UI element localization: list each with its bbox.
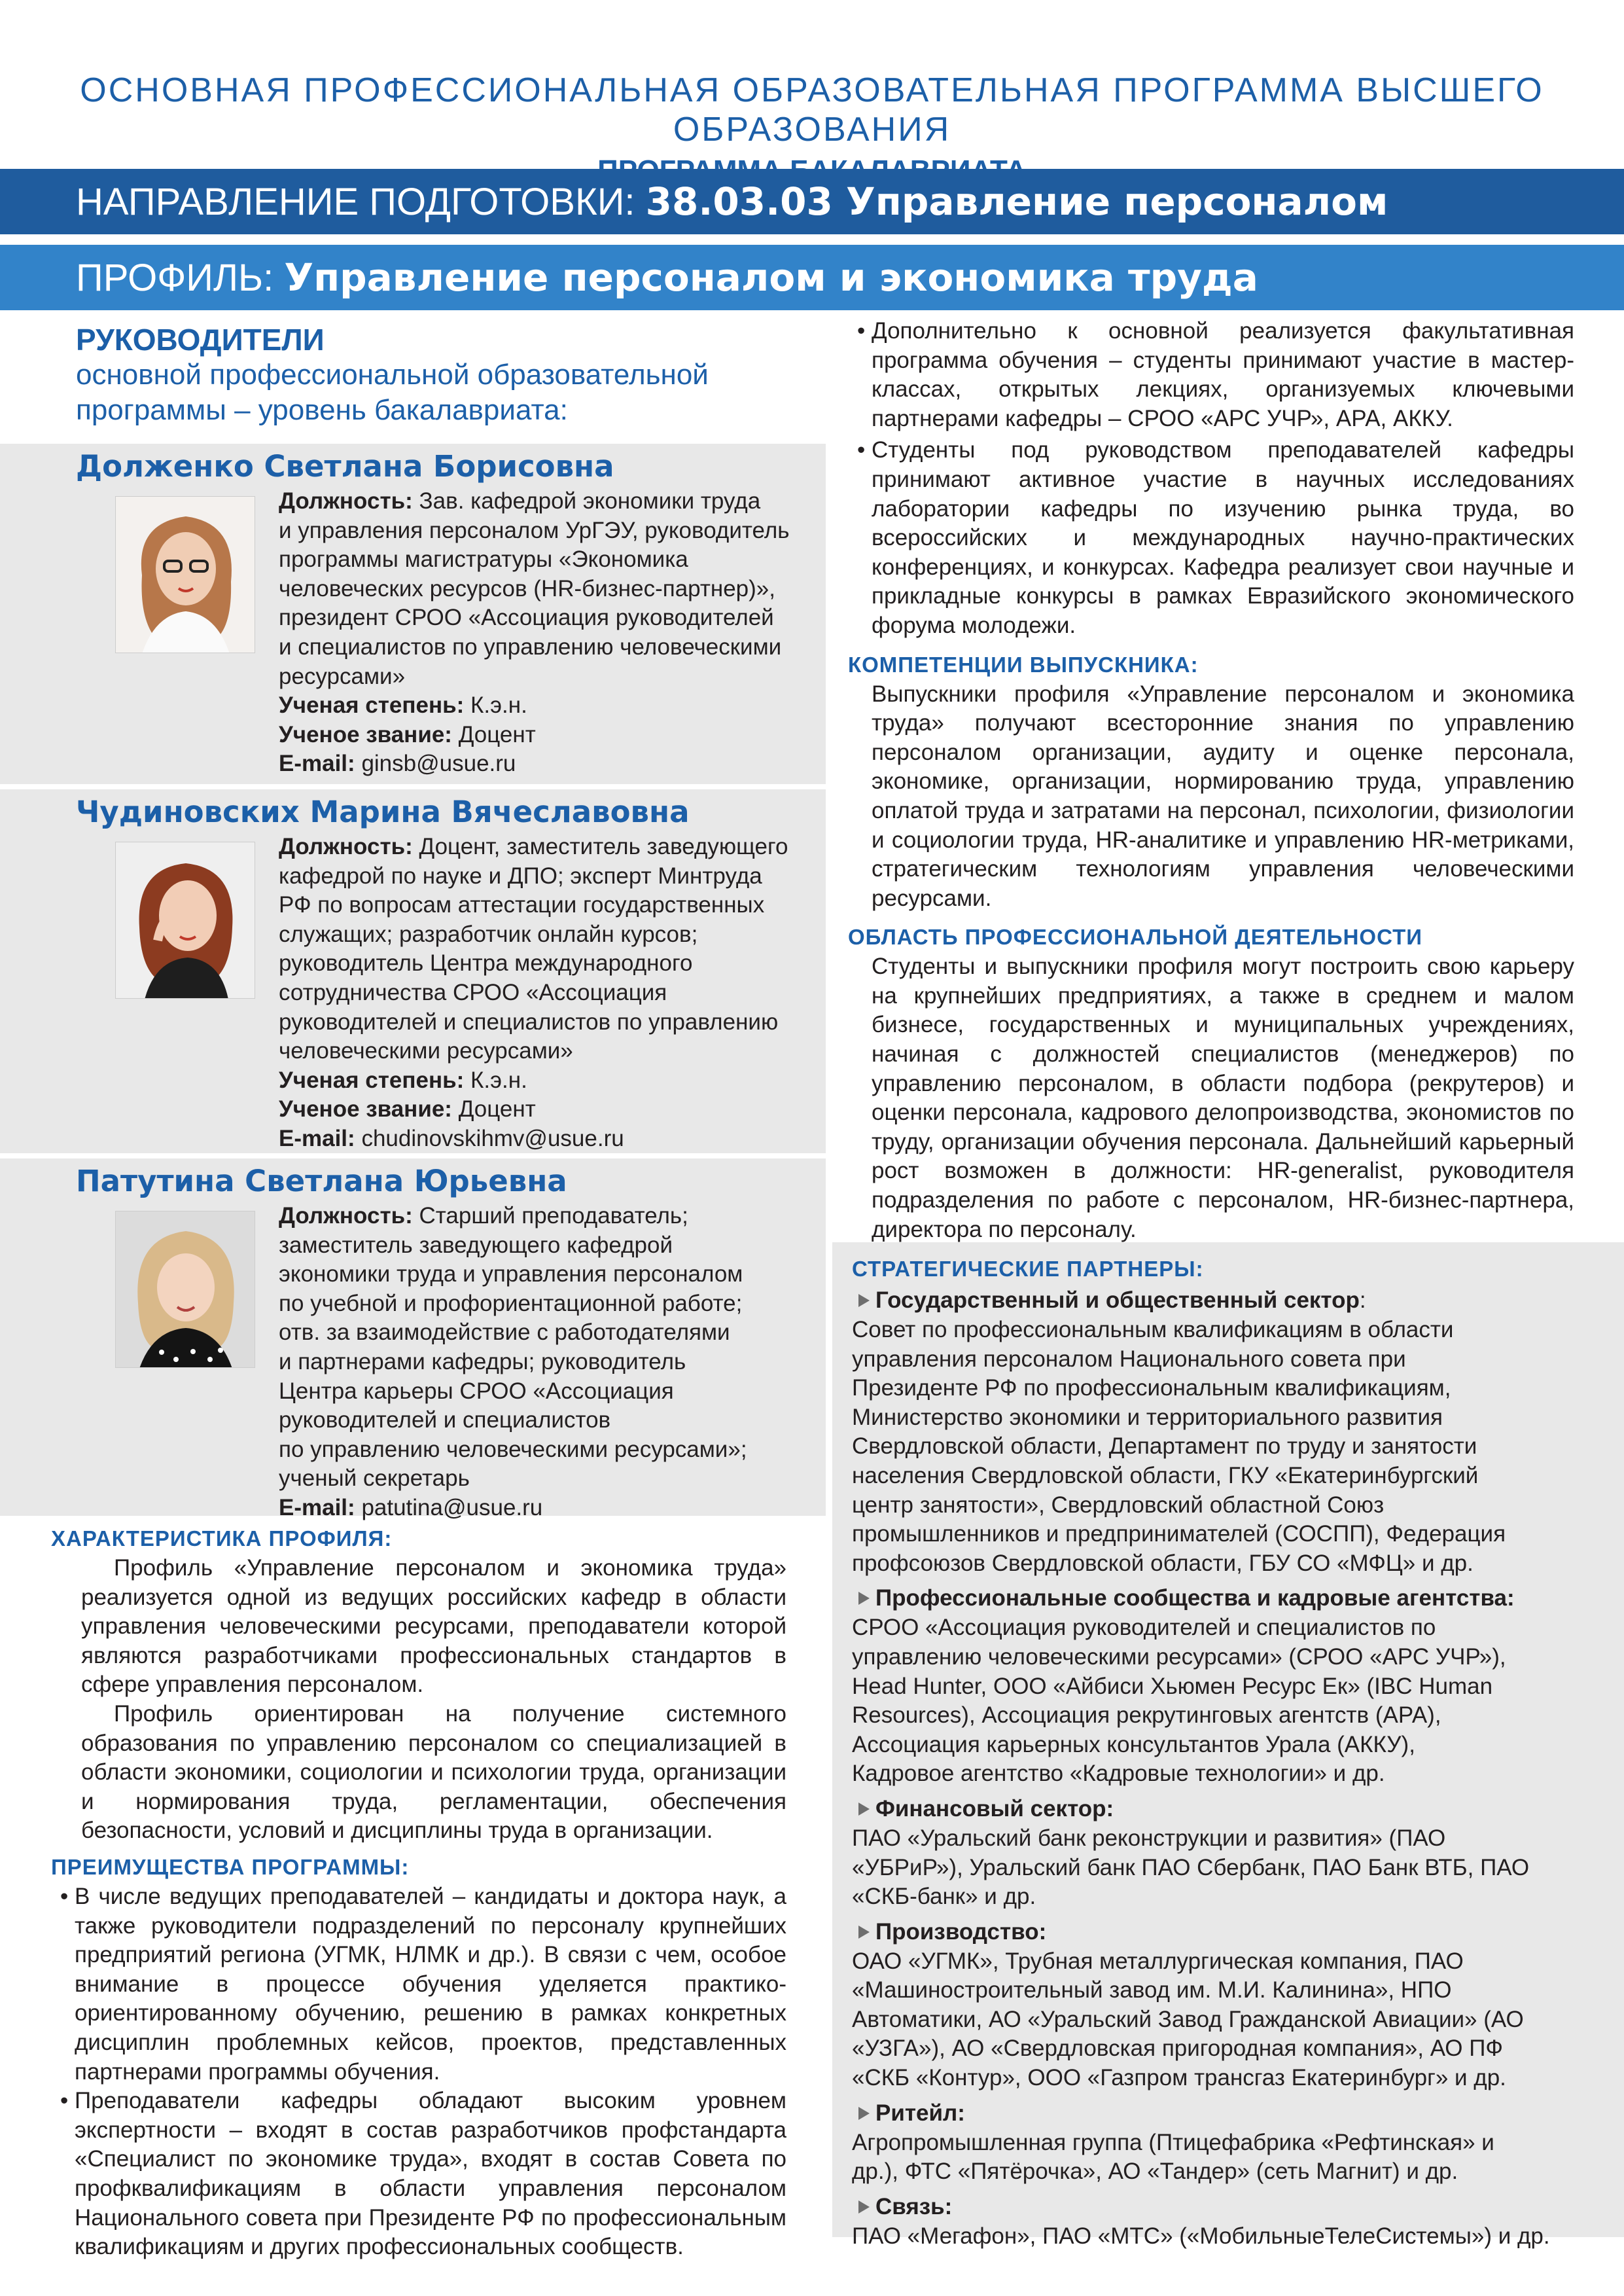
sector-name: Профессиональные сообщества и кадровые агентства: [875,1585,1515,1611]
profile-value: Управление персоналом и экономика труда [284,255,1258,300]
paragraph: Профиль ориентирован на получение системного образования по управлению персоналом со специализацией в области экономики, социологии и психологии труда, организации и нормирования труда, регламентации, обеспечения безопасности, условий и дисциплины труда в организации. [81,1700,786,1844]
profile-characteristics-section [51,1524,786,1846]
bullet-item: • Дополнительно к основной реализуется факультативная программа обучения – студенты принимают участие в мастер-классах, открытых лекциях, организуемых ключевыми партнерами кафедры – СРОО «АРС УЧР», АРА, АККУ. [848,317,1574,433]
partner-line: Кадровое агентство «Кадровые технологии» и др. [852,1761,1385,1787]
position-line: служащих; разработчик онлайн курсов; [279,921,698,947]
partner-line: «УБРиР»), Уральский банк ПАО Сбербанк, ПАО Банк ВТБ, ПАО [852,1854,1530,1880]
rank-label: Ученое звание: [279,721,452,747]
program-type-title: ОСНОВНАЯ ПРОФЕССИОНАЛЬНАЯ ОБРАЗОВАТЕЛЬНАЯ ПРОГРАММА ВЫСШЕГО ОБРАЗОВАНИЯ [80,71,1544,149]
position-line: ученый секретарь [279,1465,470,1492]
position-line: Зав. кафедрой экономики труда [419,488,761,514]
heads-subtitle-line1: основной профессиональной образовательной [76,359,709,391]
partner-line: населения Свердловской области, ГКУ «Екатеринбургский [852,1462,1479,1488]
partner-line: «СКБ «Контур», ООО «Газпром трансгаз Екатеринбург» и др. [852,2065,1506,2091]
sector-heading [852,2192,1604,2222]
partner-line: Президенте РФ по профессиональным квалификациям, [852,1375,1451,1401]
position-line: руководителей и специалистов по управлению [279,1009,779,1035]
position-line: ресурсами» [279,663,406,689]
section-title: ПРЕИМУЩЕСТВА ПРОГРАММЫ: [51,1855,410,1879]
sector-name: Ритейл: [875,2100,965,2126]
heads-title: РУКОВОДИТЕЛИ [76,323,325,357]
partner-line: Resources), Ассоциация рекрутинговых агентств (АРА), [852,1702,1441,1729]
partner-line: Автоматики, АО «Уральский Завод Гражданской Авиации» (АО [852,2006,1524,2032]
position-line: президент СРОО «Ассоциация руководителей [279,605,774,631]
partner-line: Министерство экономики и территориального развития [852,1404,1443,1430]
degree-label: Ученая степень: [279,692,465,719]
sector-heading [852,1794,1604,1824]
position-line: РФ по вопросам аттестации государственных [279,892,765,918]
partner-line: ПАО «Мегафон», ПАО «МТС» («МобильныеТелеСистемы») и др. [852,2223,1550,2249]
partner-line: «УЗГА»), АО «Свердловская пригородная компания», АО ПФ [852,2036,1503,2062]
sector-name: Финансовый сектор: [875,1795,1114,1821]
sector-name: Производство: [875,1918,1047,1945]
email-label: E-mail: [279,1125,355,1151]
position-line: Старший преподаватель; [419,1203,688,1229]
partner-line: ПАО «Уральский банк реконструкции и развития» (ПАО [852,1825,1446,1851]
sector-partners [852,1316,1604,1578]
partner-line: «СКБ-банк» и др. [852,1884,1036,1910]
sector-suffix: : [1359,1287,1366,1313]
person-info [279,1202,822,1523]
position-line: по учебной и профориентационной работе; [279,1290,743,1316]
strategic-partners-panel [832,1242,1624,2249]
sector-partners [852,2222,1604,2251]
position-label: Должность: [279,488,413,514]
person-photo [115,1211,255,1368]
position-line: экономики труда и управления персоналом [279,1261,743,1287]
advantages-section [51,1852,786,2262]
degree-value: К.э.н. [470,1067,527,1093]
position-line: руководителей и специалистов [279,1407,611,1433]
profile-label: ПРОФИЛЬ: [76,256,285,299]
person-photo [115,496,255,653]
person-info [279,487,822,779]
partner-line: др.), ФТС «Пятёрочка», АО «Тандер» (сеть Магнит) и др. [852,2159,1458,2185]
sector-heading [852,1285,1604,1316]
partner-line: профсоюзов Свердловской области, ГБУ СО «МФЦ» и др. [852,1550,1474,1576]
partner-line: Head Hunter, ООО «Айбиси Хьюмен Ресурс Ек» (IBC Human [852,1673,1493,1699]
direction-band [0,169,1624,234]
partner-line: Агропромышленная группа (Птицефабрика «Рефтинская» и [852,2129,1494,2155]
partner-line: ОАО «УГМК», Трубная металлургическая компания, ПАО [852,1948,1464,1974]
partners-content [852,1254,1604,2256]
paragraph: Профиль «Управление персоналом и экономика труда» реализуется одной из ведущих российских кафедр в области управления человеческими ресурсами, преподаватели которой являются разработчиками профессиональных стандартов в сфере управления персоналом. [81,1555,786,1698]
partner-line: промышленников и предпринимателей (СОСПП), Федерация [852,1521,1506,1547]
sector-name: Связь: [875,2193,953,2219]
paragraph: Студенты и выпускники профиля могут построить свою карьеру на крупнейших предприятиях, а также в среднем и малом бизнесе, государственных и муниципальных учреждениях, начиная с должностей специалистов (менеджеров) по управлению персоналом, в области подбора (рекрутеров) и оценки персонала, кадрового делопроизводства, экономистов по труду, организации обучения персонала. Дальнейший карьерный рост возможен в должности: HR-generalist, руководителя подразделения по работе с персоналом, HR-бизнес-партнера, директора по персоналу. [872,954,1574,1242]
sector-heading [852,2098,1604,2128]
rank-value: Доцент [458,1096,536,1122]
sector-name: Государственный и общественный сектор [875,1287,1360,1313]
position-label: Должность: [279,834,413,859]
email-value[interactable]: chudinovskihmv@usue.ru [361,1125,624,1151]
person-name: Патутина Светлана Юрьевна [76,1164,567,1198]
degree-value: К.э.н. [470,692,527,719]
section-title: ОБЛАСТЬ ПРОФЕССИОНАЛЬНОЙ ДЕЯТЕЛЬНОСТИ [848,925,1422,950]
position-line: и специалистов по управлению человеческими [279,634,782,660]
sector-partners [852,1947,1604,2093]
position-line: человеческих ресурсов (HR-бизнес-партнер)», [279,575,775,601]
position-line: и партнерами кафедры; руководитель [279,1348,686,1374]
sector-partners [852,1824,1604,1912]
sector-heading [852,1917,1604,1947]
partner-line: Ассоциация карьерных консультантов Урала (АККУ), [852,1731,1415,1757]
bullet-item: • В числе ведущих преподавателей – кандидаты и доктора наук, а также руководители подразделений по персоналу крупнейших предприятий региона (УГМК, НЛМК и др.). В связи с чем, особое внимание в процессе обучения уделяется практико-ориентированному обучению, решению в рамках конкретных дисциплин проблемных кейсов, проектов, представленных партнерами программы обучения. [51,1882,786,2087]
partner-line: «Машиностроительный завод им. М.И. Калинина», НПО [852,1977,1452,2003]
person-name: Долженко Светлана Борисовна [76,449,614,484]
person-info [279,833,822,1154]
direction-value: 38.03.03 Управление персоналом [645,179,1388,224]
person-photo [115,842,255,999]
section-title: СТРАТЕГИЧЕСКИЕ ПАРТНЕРЫ: [852,1257,1204,1281]
person-name: Чудиновских Марина Вячеславовна [76,795,690,829]
bullet-item: • Преподаватели кафедры обладают высоким уровнем экспертности – входят в состав разработчиков профстандарта «Специалист по экономике труда», входят в состав Совета по профквалификациям в области управления персоналом Национального совета при Президенте РФ по профессиональным квалификациям и других профессиональных сообществ. [51,2087,786,2262]
email-value[interactable]: ginsb@usue.ru [361,751,516,777]
portrait-image [116,497,255,653]
email-label: E-mail: [279,751,355,777]
degree-label: Ученая степень: [279,1067,465,1093]
position-line: программы магистратуры «Экономика [279,547,688,573]
portrait-image [116,1211,255,1368]
right-column [848,317,1574,1244]
position-line: человеческими ресурсами» [279,1038,573,1064]
partner-line: управления персоналом Национального совета при [852,1346,1406,1372]
position-line: отв. за взаимодействие с работодателями [279,1319,730,1346]
partner-line: Совет по профессиональным квалификациям в области [852,1317,1454,1342]
person-card [0,444,826,784]
rank-label: Ученое звание: [279,1096,452,1122]
email-value[interactable]: patutina@usue.ru [361,1494,543,1520]
position-line: заместитель заведующего кафедрой [279,1232,673,1258]
position-line: сотрудничества СРОО «Ассоциация [279,979,667,1005]
direction-label: НАПРАВЛЕНИЕ ПОДГОТОВКИ: [76,180,646,223]
sector-heading [852,1583,1604,1613]
heads-heading [0,317,826,428]
profile-band [0,245,1624,310]
person-card [0,1158,826,1520]
portrait-image [116,842,255,999]
position-label: Должность: [279,1203,413,1229]
person-card [0,789,826,1153]
position-line: Центра карьеры СРОО «Ассоциация [279,1378,674,1404]
partner-line: центр занятости», Свердловский областной Союз [852,1492,1385,1518]
heads-subtitle-line2: программы – уровень бакалавриата: [76,394,568,426]
email-label: E-mail: [279,1494,355,1520]
left-column [0,317,826,428]
sector-partners [852,1613,1604,1789]
rank-value: Доцент [458,721,536,747]
position-line: Доцент, заместитель заведующего [419,834,788,859]
position-line: и управления персоналом УрГЭУ, руководитель [279,517,790,543]
position-line: кафедрой по науке и ДПО; эксперт Минтруда [279,863,762,889]
position-line: по управлению человеческими ресурсами»; [279,1436,747,1462]
bullet-item: • Студенты под руководством преподавателей кафедры принимают активное участие в научных исследованиях лаборатории кафедры по изучению рынка труда, во всероссийских и международных научно-практических конференциях, и конкурсах. Кафедра реализует свои научные и прикладные конкурсы в рамках Евразийского экономического форума молодежи. [848,436,1574,640]
partner-line: Свердловской области, Департамент по труду и занятости [852,1433,1477,1460]
partner-line: СРОО «Ассоциация руководителей и специалистов по [852,1615,1436,1641]
section-title: КОМПЕТЕНЦИИ ВЫПУСКНИКА: [848,652,1199,677]
paragraph: Выпускники профиля «Управление персоналом и экономика труда» получают всесторонние знания по управлению персоналом организации, аудиту и оценке персонала, экономике, организации, нормированию труда, управлению оплатой труда и затратами на персонал, психологии, физиологии и социологии труда, HR-аналитике и управлению HR-метриками, стратегическим технологиям управления человеческими ресурсами. [872,681,1574,911]
sector-partners [852,2128,1604,2187]
position-line: руководитель Центра международного [279,950,693,977]
section-title: ХАРАКТЕРИСТИКА ПРОФИЛЯ: [51,1526,393,1551]
partner-line: управлению человеческими ресурсами» (СРОО «АРС УЧР»), [852,1643,1506,1670]
